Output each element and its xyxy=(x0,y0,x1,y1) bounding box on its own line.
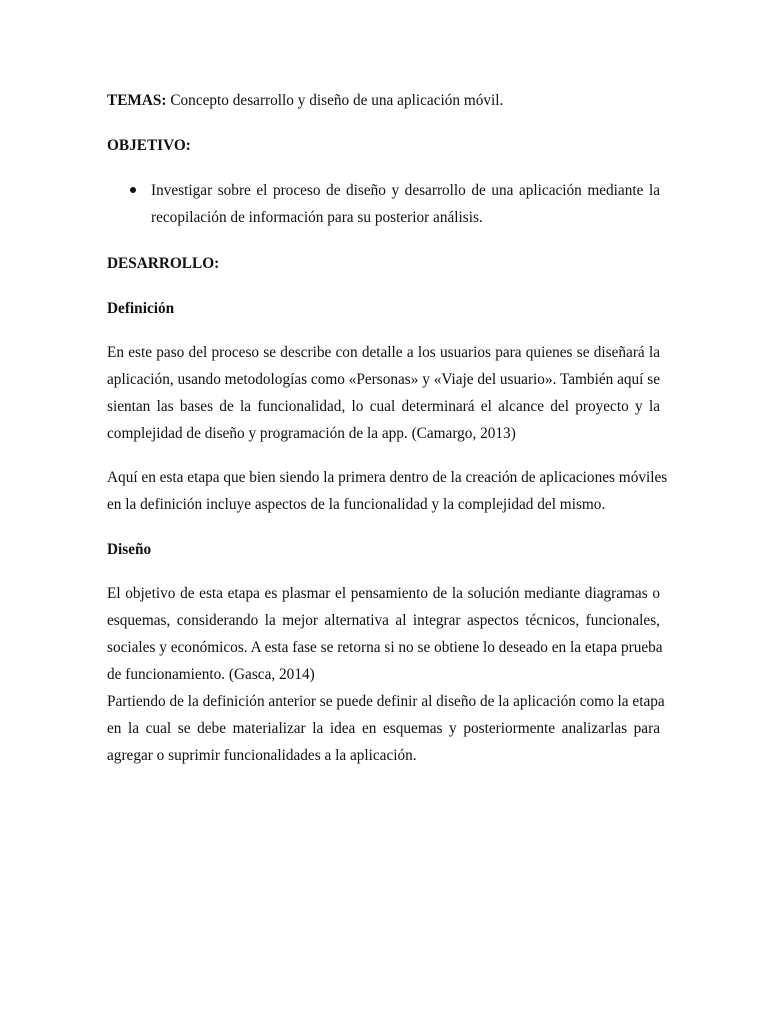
diseno-p2-line-1: Partiendo de la definición anterior se puede definir al diseño de la aplicación como la etapa xyxy=(107,693,665,710)
diseno-p1-line-4: de funcionamiento. (Gasca, 2014) xyxy=(107,666,315,683)
definicion-p1-line-3: sientan las bases de la funcionalidad, lo cual determinará el alcance del proyecto y la xyxy=(107,398,660,415)
definicion-heading: Definición xyxy=(107,300,175,317)
definicion-p1-line-2: aplicación, usando metodologías como «Personas» y «Viaje del usuario». También aquí se xyxy=(107,371,660,388)
temas-label: TEMAS: xyxy=(107,92,167,109)
objetivo-bullet-line-1: Investigar sobre el proceso de diseño y desarrollo de una aplicación mediante la xyxy=(151,182,660,199)
temas-text: Concepto desarrollo y diseño de una aplicación móvil. xyxy=(166,92,504,109)
definicion-p2-line-2: en la definición incluye aspectos de la funcionalidad y la complejidad del mismo. xyxy=(107,496,606,513)
desarrollo-heading: DESARROLLO: xyxy=(107,255,220,272)
temas-line xyxy=(107,92,503,110)
diseno-p2-line-2: en la cual se debe materializar la idea en esquemas y posteriormente analizarlas para xyxy=(107,720,660,737)
objetivo-heading: OBJETIVO: xyxy=(107,137,191,154)
bullet-icon xyxy=(130,187,136,193)
definicion-p2-line-1: Aquí en esta etapa que bien siendo la primera dentro de la creación de aplicaciones móviles xyxy=(107,469,668,486)
objetivo-bullet-line-2: recopilación de información para su posterior análisis. xyxy=(151,209,483,226)
diseno-p1-line-2: esquemas, considerando la mejor alternativa al integrar aspectos técnicos, funcionales, xyxy=(107,612,660,629)
definicion-p1-line-1: En este paso del proceso se describe con detalle a los usuarios para quienes se diseñará la xyxy=(107,344,660,361)
diseno-heading: Diseño xyxy=(107,541,152,558)
definicion-p1-line-4: complejidad de diseño y programación de la app. (Camargo, 2013) xyxy=(107,425,516,442)
diseno-p1-line-1: El objetivo de esta etapa es plasmar el pensamiento de la solución mediante diagramas o xyxy=(107,585,660,602)
diseno-p1-line-3: sociales y económicos. A esta fase se retorna si no se obtiene lo deseado en la etapa prueba xyxy=(107,639,663,656)
diseno-p2-line-3: agregar o suprimir funcionalidades a la aplicación. xyxy=(107,747,417,764)
